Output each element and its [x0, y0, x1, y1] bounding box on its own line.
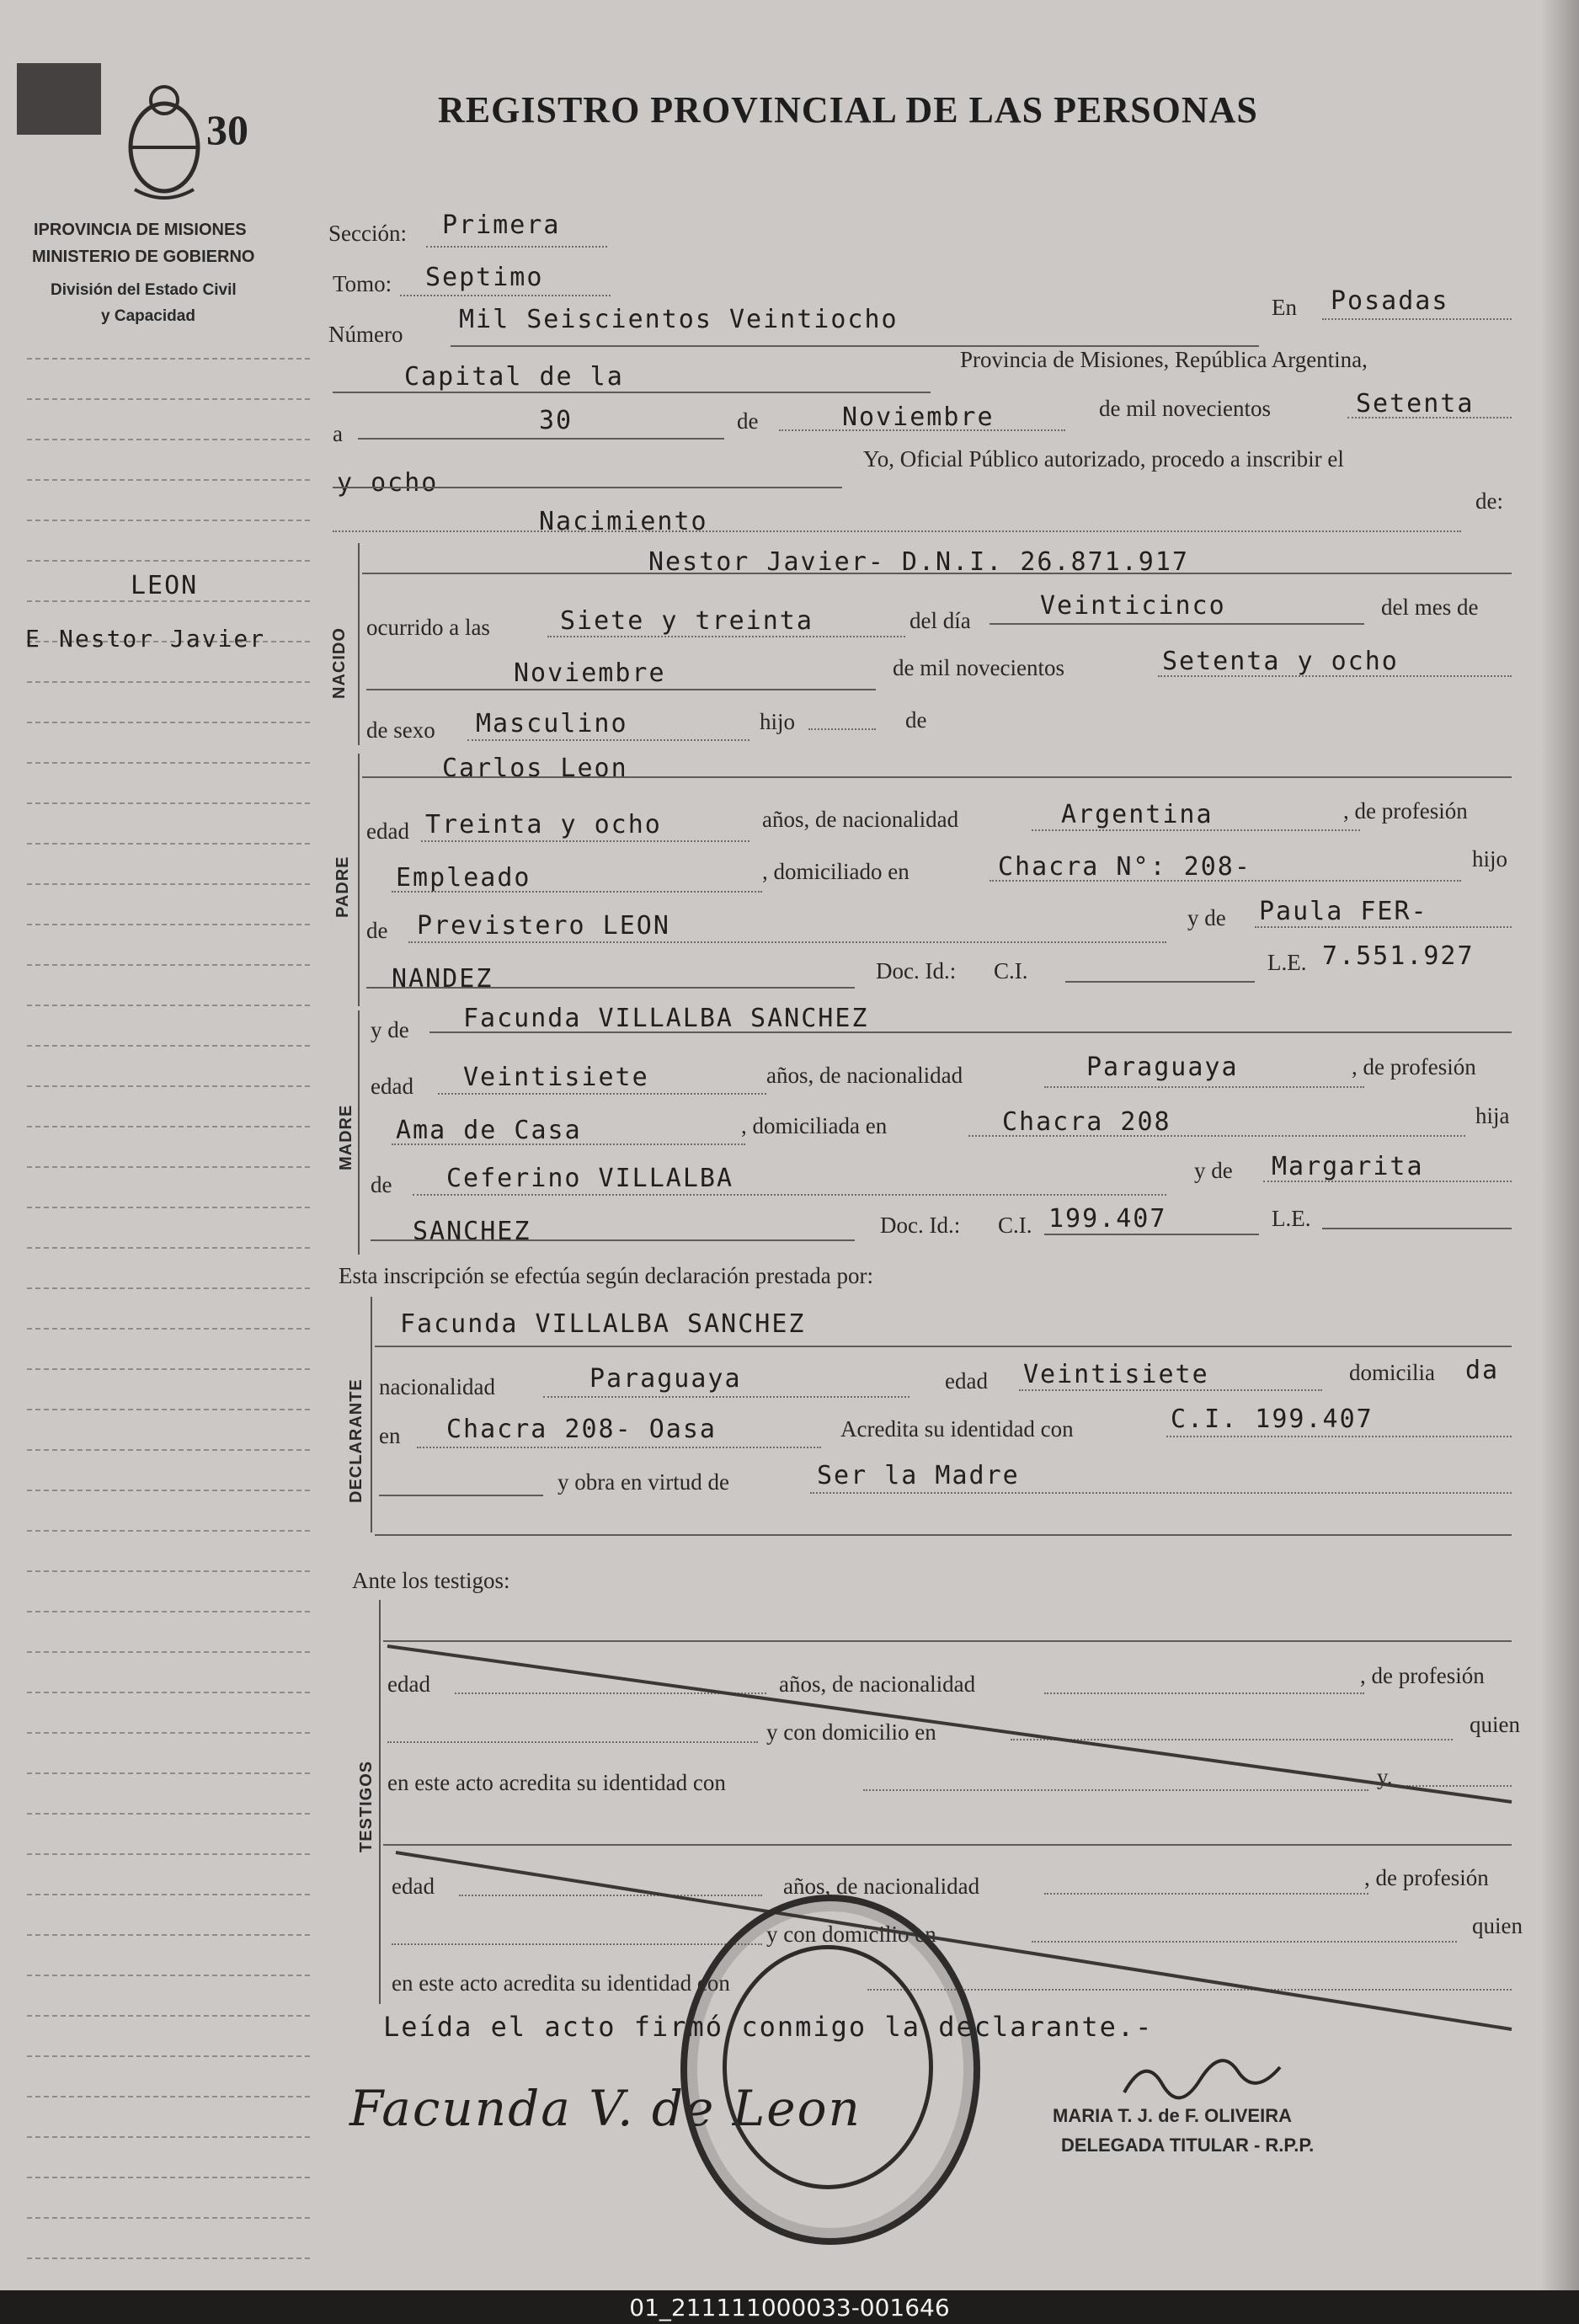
province-heading: IPROVINCIA DE MISIONES [34, 221, 247, 239]
nacido-section-label: NACIDO [330, 627, 349, 699]
official-title: DELEGADA TITULAR - R.P.P. [1061, 2135, 1315, 2156]
official-signature-scribble [1120, 2046, 1288, 2105]
padre-nacionalidad-value: Argentina [1061, 800, 1214, 829]
padre-profesion-label: , de profesión [1343, 798, 1468, 824]
padre-le-label: L.E. [1267, 950, 1307, 975]
padre-madre-de-cont-value: NANDEZ [392, 964, 493, 994]
padre-y-de-label: y de [1187, 905, 1226, 930]
division-heading: División del Estado Civil [51, 281, 237, 299]
testigo2-anos-label: años, de nacionalidad [783, 1874, 980, 1899]
testigo1-y-label: y. [1377, 1764, 1393, 1789]
padre-de-label: de [366, 918, 388, 943]
del-mes-label: del mes de [1381, 594, 1479, 620]
margin-given-names: Nestor Javier [59, 625, 266, 653]
padre-profesion-value: Empleado [396, 863, 531, 893]
declarante-section-label: DECLARANTE [347, 1378, 365, 1503]
madre-name-label: y de [371, 1017, 409, 1042]
madre-doc-label: Doc. Id.: [880, 1213, 961, 1238]
padre-padre-de-value: Previstero LEON [417, 911, 670, 941]
ocurrido-label: ocurrido a las [366, 615, 490, 640]
testigo1-domicilio-label: y con domicilio en [766, 1719, 936, 1745]
hora-value: Siete y treinta [560, 606, 814, 636]
declarante-edad-label: edad [945, 1368, 988, 1394]
madre-edad-value: Veintisiete [463, 1063, 649, 1092]
padre-doc-label: Doc. Id.: [876, 958, 957, 983]
numero-value: Mil Seiscientos Veintiocho [459, 305, 899, 334]
madre-nacionalidad-value: Paraguaya [1086, 1053, 1239, 1082]
testigo2-edad-label: edad [392, 1874, 435, 1899]
madre-le-label: L.E. [1272, 1206, 1311, 1231]
madre-madre-de-cont-value: SANCHEZ [413, 1217, 531, 1246]
testigo2-profesion-label: , de profesión [1364, 1865, 1489, 1890]
capacity-heading: y Capacidad [101, 307, 195, 325]
sexo-value: Masculino [476, 709, 628, 738]
madre-domiciliada-label: , domiciliada en [741, 1113, 888, 1138]
anio-cont-value: y ocho [337, 468, 439, 498]
padre-section-label: PADRE [333, 856, 352, 918]
en-value: Posadas [1331, 286, 1449, 316]
declarante-edad-value: Veintisiete [1023, 1360, 1209, 1389]
nacido-name: Nestor Javier- D.N.I. 26.871.917 [648, 547, 1189, 577]
margin-surname: LEON [131, 571, 199, 600]
madre-ci-label: C.I. [998, 1213, 1032, 1238]
madre-madre-de-value: Margarita [1272, 1152, 1424, 1181]
acto-value: Nacimiento [539, 507, 708, 536]
official-name: MARIA T. J. de F. OLIVEIRA [1053, 2105, 1292, 2126]
madre-y-de-label: y de [1194, 1158, 1233, 1183]
declarante-domicilia-suffix: da [1465, 1356, 1500, 1385]
testigo1-acredita-label: en este acto acredita su identidad con [387, 1770, 726, 1795]
padre-madre-de-value: Paula FER- [1259, 897, 1428, 926]
official-seal-inner [723, 1945, 933, 2189]
oficial-label: Yo, Oficial Público autorizado, procedo a inscribir el [863, 446, 1344, 472]
mes-nacido-value: Noviembre [514, 658, 666, 688]
madre-hija-label: hija [1475, 1103, 1510, 1128]
padre-edad-label: edad [366, 818, 409, 844]
de-mil-label: de mil novecientos [1099, 396, 1271, 421]
tomo-label: Tomo: [333, 271, 392, 296]
madre-padre-de-value: Ceferino VILLALBA [446, 1164, 734, 1193]
margin-prefix: E [25, 625, 41, 653]
del-dia-label: del día [910, 608, 971, 633]
anio-value: Setenta [1356, 389, 1475, 418]
page-number: 30 [206, 106, 248, 153]
page-title: REGISTRO PROVINCIAL DE LAS PERSONAS [438, 89, 1258, 131]
declarante-name: Facunda VILLALBA SANCHEZ [400, 1309, 806, 1339]
padre-name: Carlos Leon [442, 754, 628, 783]
seccion-label: Sección: [328, 221, 407, 246]
en-label: En [1272, 295, 1297, 320]
testigo2-acredita-label: en este acto acredita su identidad con [392, 1970, 730, 1996]
declarante-acredita-label: Acredita su identidad con [840, 1416, 1074, 1442]
madre-ci-value: 199.407 [1048, 1204, 1167, 1234]
declarante-domicilia-label: domicilia [1349, 1360, 1435, 1385]
padre-ci-label: C.I. [994, 958, 1028, 983]
madre-profesion-value: Ama de Casa [396, 1116, 582, 1145]
hijo-label: hijo [760, 709, 796, 734]
declarante-obra-label: y obra en virtud de [557, 1469, 729, 1495]
testigo1-anos-label: años, de nacionalidad [779, 1671, 976, 1697]
madre-anos-label: años, de nacionalidad [766, 1063, 963, 1088]
ministry-heading: MINISTERIO DE GOBIERNO [32, 248, 255, 266]
testigo2-quien-label: quien [1472, 1913, 1523, 1938]
tomo-value: Septimo [425, 263, 544, 292]
seccion-value: Primera [442, 211, 561, 240]
de-colon-label: de: [1475, 488, 1503, 514]
padre-domicilio-value: Chacra N°: 208- [998, 852, 1251, 882]
capital-value: Capital de la [404, 362, 624, 392]
closing-leido: Leída el acto firmó conmigo la declarante.- [383, 2011, 1154, 2043]
declarant-signature: Facunda V. de Leon [349, 2080, 862, 2137]
official-seal [680, 1895, 980, 2245]
dia-value: 30 [539, 406, 573, 435]
madre-de-label: de [371, 1172, 392, 1197]
madre-section-label: MADRE [337, 1104, 355, 1170]
declarante-identidad-value: C.I. 199.407 [1171, 1405, 1374, 1434]
de-label: de [737, 408, 759, 434]
nacido-de-label: de [905, 707, 927, 733]
testigos-section-label: TESTIGOS [357, 1760, 376, 1852]
madre-profesion-label: , de profesión [1352, 1054, 1476, 1079]
padre-hijo-label: hijo [1472, 846, 1508, 872]
padre-le-value: 7.551.927 [1322, 941, 1475, 971]
sexo-label: de sexo [366, 717, 435, 743]
testigo1-quien-label: quien [1470, 1712, 1520, 1737]
declarante-domicilio-value: Chacra 208- Oasa [446, 1415, 717, 1444]
numero-label: Número [328, 322, 403, 347]
declarante-nacionalidad-label: nacionalidad [379, 1374, 495, 1399]
testigo2-domicilio-label: y con domicilio en [766, 1922, 936, 1947]
padre-domiciliado-label: , domiciliado en [762, 859, 910, 884]
page-spine [1541, 0, 1579, 2290]
padre-edad-value: Treinta y ocho [425, 810, 662, 840]
madre-edad-label: edad [371, 1074, 413, 1099]
provincia-label: Provincia de Misiones, República Argentina, [960, 347, 1368, 372]
de-mil-nacido-label: de mil novecientos [893, 655, 1064, 680]
declarante-nacionalidad-value: Paraguaya [589, 1364, 742, 1394]
testigo1-edad-label: edad [387, 1671, 430, 1697]
a-label: a [333, 421, 343, 446]
dia-nacido-value: Veinticinco [1040, 591, 1226, 621]
madre-name: Facunda VILLALBA SANCHEZ [463, 1004, 869, 1033]
anio-nacido-value: Setenta y ocho [1162, 647, 1399, 676]
declarante-intro: Esta inscripción se efectúa según declaración prestada por: [339, 1263, 873, 1288]
declarante-en-label: en [379, 1423, 401, 1448]
testigo1-profesion-label: , de profesión [1360, 1663, 1485, 1688]
declarante-virtud-value: Ser la Madre [817, 1461, 1020, 1490]
padre-anos-label: años, de nacionalidad [762, 807, 959, 832]
madre-domicilio-value: Chacra 208 [1002, 1107, 1171, 1137]
scan-identifier: 01_211111000033-001646 [629, 2294, 950, 2321]
mes-value: Noviembre [842, 402, 995, 432]
testigos-intro: Ante los testigos: [352, 1568, 510, 1593]
